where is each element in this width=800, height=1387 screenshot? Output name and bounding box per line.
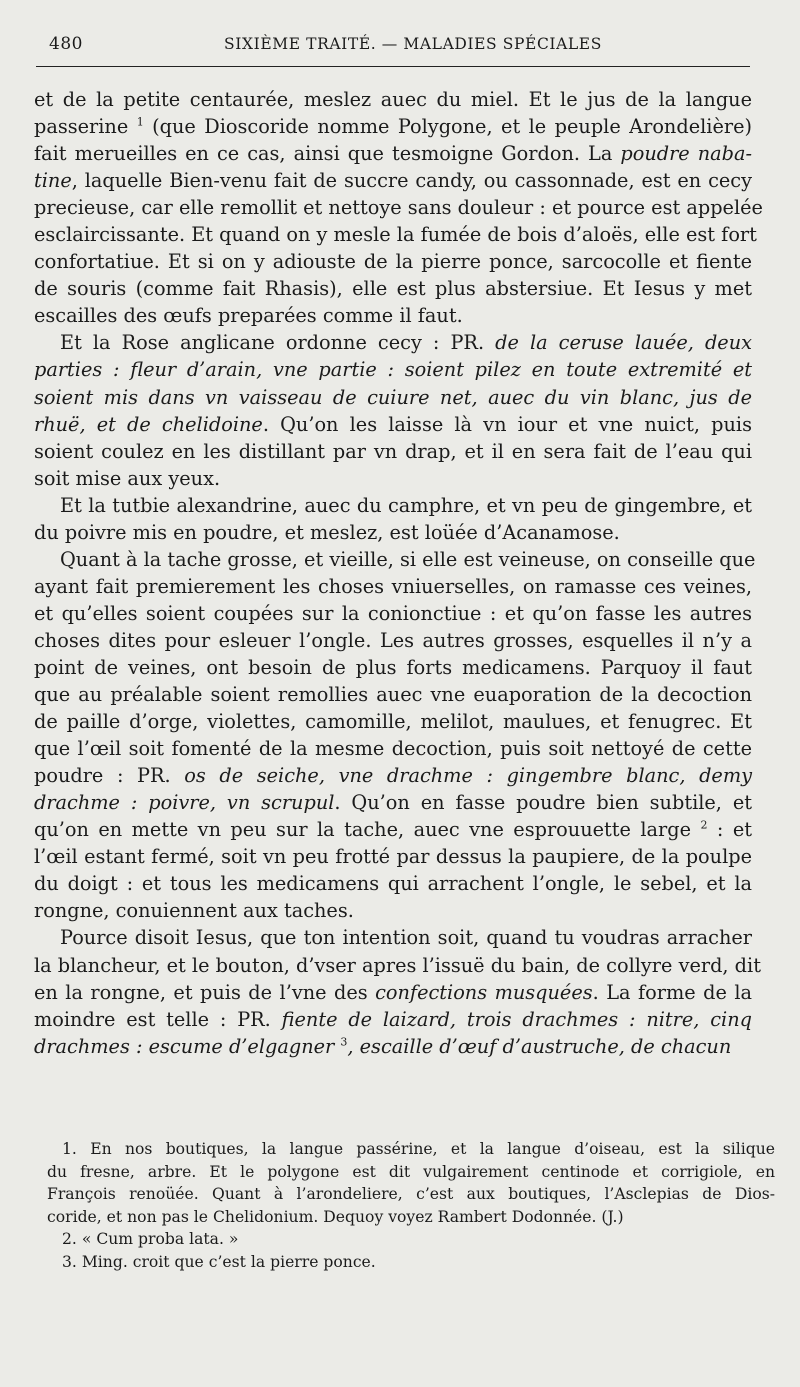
paragraph — [34, 924, 761, 1059]
text-run: en la rongne, et puis de l’vne des — [34, 980, 376, 1004]
text-run: soit mise aux yeux. — [34, 466, 221, 490]
text-run: et de la petite centaurée, meslez auec du miel. Et le jus de la langue — [34, 88, 752, 111]
text-run: moindre est telle : PR. — [34, 1007, 282, 1031]
text-run: rongne, conuiennent aux taches. — [34, 899, 354, 923]
text-line — [34, 735, 752, 762]
text-line — [34, 113, 752, 140]
text-line — [34, 681, 752, 708]
text-run: point de veines, ont besoin de plus forts medicamens. Parquoy il faut — [34, 655, 752, 679]
text-run: . La forme de la — [592, 980, 752, 1004]
italic-run: de la ceruse lauée, deux — [495, 331, 753, 355]
text-line — [34, 438, 752, 465]
italic-run: poudre naba- — [620, 142, 753, 166]
text-run: que l’œil soit fomenté de la mesme decoction, puis soit nettoyé de cette — [34, 737, 752, 761]
paragraph — [34, 492, 752, 546]
footnote-ref: 1 — [136, 115, 144, 129]
page-header — [36, 32, 750, 58]
text-line — [34, 654, 752, 681]
text-run: esclaircissante. Et quand on y mesle la fumée de bois d’aloës, elle est fort — [34, 223, 757, 247]
text-line — [34, 275, 752, 302]
text-run: et qu’elles soient coupées sur la conionctiue : et qu’on fasse les autres — [34, 601, 752, 625]
footnote-line: du fresne, arbre. Et le polygone est dit vulgairement centinode et corrigiole, en — [47, 1162, 775, 1181]
footnote-line: 3. Ming. croit que c’est la pierre ponce. — [62, 1252, 376, 1271]
text-line — [34, 870, 752, 897]
italic-run: os de seiche, vne drachme : gingembre blanc, demy — [184, 764, 753, 788]
text-run: (que Dioscoride nomme Polygone, et le peuple Arondelière) — [143, 115, 752, 139]
text-line — [34, 627, 752, 654]
text-line — [34, 194, 763, 221]
text-line — [34, 924, 752, 951]
italic-run: drachmes : escume d’elgagner — [34, 1034, 341, 1058]
text-line — [34, 600, 752, 627]
text-line — [34, 248, 752, 275]
text-line — [34, 140, 752, 167]
text-line — [34, 1006, 752, 1033]
footnote-ref: 2 — [700, 818, 708, 832]
text-run: la blancheur, et le bouton, d’vser apres l’issuë du bain, de collyre verd, dit — [34, 953, 761, 977]
text-run: passerine — [34, 115, 137, 139]
text-run: precieuse, car elle remollit et nettoye sans douleur : et pource est appelée — [34, 196, 763, 220]
text-run: : et — [707, 818, 752, 842]
text-run: l’œil estant fermé, soit vn peu frotté par dessus la paupiere, de la poulpe — [34, 845, 752, 869]
footnotes — [47, 1138, 775, 1274]
text-line — [34, 86, 752, 113]
text-run: soient coulez en les distillant par vn drap, et il en sera fait de l’eau qui — [34, 439, 752, 463]
text-line — [34, 302, 752, 329]
text-run: de paille d’orge, violettes, camomille, melilot, maulues, et fenugrec. Et — [34, 710, 752, 734]
italic-run: , escaille d’œuf d’austruche, de chacun — [347, 1034, 732, 1058]
text-run: que au préalable soient remollies auec vne euaporation de la decoction — [34, 683, 752, 707]
paragraph — [34, 546, 756, 925]
text-run: Et la tutbie alexandrine, auec du camphre, et vn peu de gingembre, et — [60, 493, 752, 517]
text-run: , laquelle Bien-venu fait de succre candy, ou cassonnade, est en cecy — [71, 169, 752, 193]
italic-run: fiente de laizard, trois drachmes : nitre, cinq — [281, 1007, 752, 1031]
text-line — [34, 573, 752, 600]
footnote-ref: 3 — [340, 1035, 348, 1049]
italic-run: parties : fleur d’arain, vne partie : soient pilez en toute extremité et — [34, 358, 752, 382]
text-run: Pource disoit Iesus, que ton intention soit, quand tu voudras arracher — [60, 926, 752, 950]
text-line — [34, 816, 752, 843]
running-head: SIXIÈME TRAITÉ. — MALADIES SPÉCIALES — [224, 35, 602, 53]
text-run: ayant fait premierement les choses vniuerselles, on ramasse ces veines, — [34, 574, 752, 598]
footnote-line: coride, et non pas le Chelidonium. Dequoy voyez Rambert Dodonnée. (J.) — [47, 1207, 624, 1226]
text-line — [34, 465, 752, 492]
text-run: qu’on en mette vn peu sur la tache, auec vne esprouuette large — [34, 818, 701, 842]
text-run: confortatiue. Et si on y adiouste de la pierre ponce, sarcocolle et fiente — [34, 250, 752, 274]
page-number: 480 — [49, 34, 83, 54]
text-line — [34, 843, 752, 870]
text-run: . Qu’on en fasse poudre bien subtile, et — [334, 791, 752, 815]
italic-run: rhuë, et de chelidoine — [34, 412, 263, 436]
text-run: du poivre mis en poudre, et meslez, est loüée d’Acanamose. — [34, 520, 620, 544]
footnote — [47, 1228, 775, 1251]
text-line — [34, 167, 752, 194]
text-line — [34, 492, 752, 519]
text-line — [34, 356, 752, 383]
main-text — [34, 86, 763, 1060]
footnote-line: François renoüée. Quant à l’arondeliere, c’est aux boutiques, l’Asclepias de Dios- — [47, 1185, 775, 1204]
text-line — [34, 519, 752, 546]
paragraph — [34, 86, 763, 329]
text-line — [34, 1033, 752, 1060]
text-line — [34, 546, 756, 573]
italic-run: drachme : poivre, vn scrupul — [34, 791, 335, 815]
text-run: choses dites pour esleuer l’ongle. Les autres grosses, esquelles il n’y a — [34, 628, 752, 652]
text-run: Et la Rose anglicane ordonne cecy : PR. — [60, 331, 496, 355]
text-line — [34, 897, 752, 924]
text-line — [34, 762, 752, 789]
text-run: Quant à la tache grosse, et vieille, si elle est veineuse, on conseille que — [60, 547, 756, 571]
italic-run: confections musquées — [375, 980, 593, 1004]
text-line — [34, 789, 752, 816]
footnote-line: 2. « Cum proba lata. » — [62, 1230, 239, 1249]
text-line — [34, 329, 752, 356]
text-line — [34, 708, 752, 735]
italic-run: soient mis dans vn vaisseau de cuiure net, auec du vin blanc, jus de — [34, 385, 752, 409]
text-run: de souris (comme fait Rhasis), elle est plus abstersiue. Et Iesus y met — [34, 277, 752, 301]
text-line — [34, 221, 757, 248]
text-line — [34, 952, 761, 979]
footnote — [47, 1251, 775, 1274]
paragraph — [34, 329, 752, 491]
text-line — [34, 411, 752, 438]
text-run: fait merueilles en ce cas, ainsi que tesmoigne Gordon. La — [34, 142, 621, 166]
header-rule — [36, 66, 750, 67]
text-run: poudre : PR. — [34, 764, 185, 788]
footnote-line: 1. En nos boutiques, la langue passérine, et la langue d’oiseau, est la silique — [62, 1140, 775, 1158]
text-run: escailles des œufs preparées comme il faut. — [34, 304, 463, 328]
text-line — [34, 384, 752, 411]
text-run: du doigt : et tous les medicamens qui arrachent l’ongle, le sebel, et la — [34, 872, 752, 896]
text-line — [34, 979, 752, 1006]
italic-run: tine — [34, 169, 72, 193]
footnote — [47, 1138, 775, 1228]
text-run: . Qu’on les laisse là vn iour et vne nuict, puis — [262, 412, 752, 436]
